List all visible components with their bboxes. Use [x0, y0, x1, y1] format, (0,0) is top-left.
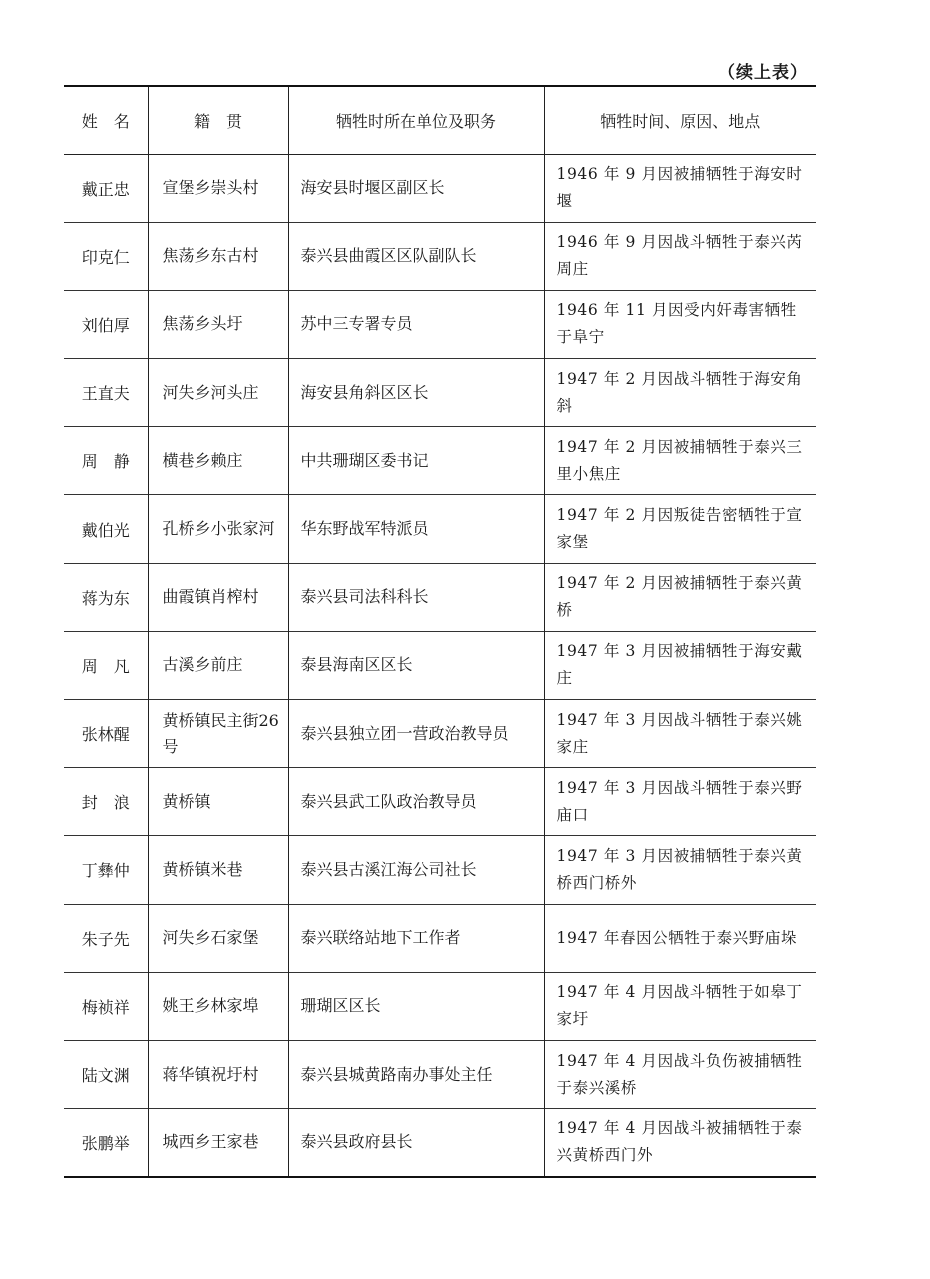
cell-death: 1947 年 2 月因叛徒告密牺牲于宣家堡	[544, 495, 816, 563]
cell-name: 朱子先	[81, 929, 130, 949]
table-row	[64, 836, 816, 904]
cell-death: 1946 年 9 月因战斗牺牲于泰兴芮周庄	[544, 222, 816, 290]
cell-origin: 横巷乡赖庄	[148, 427, 288, 495]
cell-unit: 泰兴县城黄路南办事处主任	[288, 1040, 544, 1108]
cell-origin: 黄桥镇米巷	[148, 836, 288, 904]
cell-name: 张林醒	[81, 725, 130, 745]
cell-name: 刘伯厚	[81, 315, 130, 335]
cell-name: 蒋为东	[81, 588, 130, 608]
cell-origin: 焦荡乡东古村	[148, 222, 288, 290]
cell-death: 1946 年 11 月因受内奸毒害牺牲于阜宁	[544, 290, 816, 358]
table-row	[64, 290, 816, 358]
cell-unit: 泰兴县政府县长	[288, 1109, 544, 1177]
cell-death: 1947 年 4 月因战斗牺牲于如皋丁家圩	[544, 972, 816, 1040]
header-name: 姓 名	[81, 111, 130, 131]
cell-death: 1947 年 3 月因被捕牺牲于泰兴黄桥西门桥外	[544, 836, 816, 904]
table-row	[64, 631, 816, 699]
cell-unit: 海安县时堰区副区长	[288, 154, 544, 222]
cell-death: 1946 年 9 月因被捕牺牲于海安时堰	[544, 154, 816, 222]
cell-name: 张鹏举	[81, 1133, 130, 1153]
cell-death: 1947 年 2 月因被捕牺牲于泰兴黄桥	[544, 563, 816, 631]
cell-name: 周 静	[81, 452, 130, 472]
cell-origin: 焦荡乡头圩	[148, 290, 288, 358]
cell-death: 1947 年 2 月因被捕牺牲于泰兴三里小焦庄	[544, 427, 816, 495]
cell-origin: 河失乡河头庄	[148, 359, 288, 427]
cell-origin: 河失乡石家堡	[148, 904, 288, 972]
cell-origin: 蒋华镇祝圩村	[148, 1040, 288, 1108]
cell-unit: 泰县海南区区长	[288, 631, 544, 699]
cell-name: 戴正忠	[81, 179, 130, 199]
cell-unit: 海安县角斜区区长	[288, 359, 544, 427]
cell-name: 封 浪	[81, 793, 130, 813]
table-row	[64, 1040, 816, 1108]
cell-death: 1947 年 3 月因战斗牺牲于泰兴野庙口	[544, 768, 816, 836]
table-row	[64, 495, 816, 563]
cell-unit: 泰兴县司法科科长	[288, 563, 544, 631]
cell-unit: 中共珊瑚区委书记	[288, 427, 544, 495]
cell-death: 1947 年 2 月因战斗牺牲于海安角斜	[544, 359, 816, 427]
header-death: 牺牲时间、原因、地点	[544, 86, 816, 154]
table-row	[64, 427, 816, 495]
cell-origin: 黄桥镇民主街26号	[148, 700, 288, 768]
cell-origin: 古溪乡前庄	[148, 631, 288, 699]
cell-death: 1947 年 4 月因战斗负伤被捕牺牲于泰兴溪桥	[544, 1040, 816, 1108]
table-row	[64, 359, 816, 427]
table-row	[64, 972, 816, 1040]
table-row	[64, 904, 816, 972]
cell-unit: 泰兴县独立团一营政治教导员	[288, 700, 544, 768]
table-body	[64, 154, 816, 1177]
cell-origin: 曲霞镇肖榨村	[148, 563, 288, 631]
table-row	[64, 768, 816, 836]
cell-origin: 孔桥乡小张家河	[148, 495, 288, 563]
cell-unit: 泰兴县曲霞区区队副队长	[288, 222, 544, 290]
cell-name: 戴伯光	[81, 520, 130, 540]
continued-label: （续上表）	[718, 63, 808, 83]
cell-death: 1947 年春因公牺牲于泰兴野庙垛	[544, 904, 816, 972]
cell-unit: 华东野战军特派员	[288, 495, 544, 563]
cell-name: 王直夫	[81, 384, 130, 404]
cell-unit: 苏中三专署专员	[288, 290, 544, 358]
cell-death: 1947 年 3 月因被捕牺牲于海安戴庄	[544, 631, 816, 699]
cell-death: 1947 年 4 月因战斗被捕牺牲于泰兴黄桥西门外	[544, 1109, 816, 1177]
cell-origin: 城西乡王家巷	[148, 1109, 288, 1177]
cell-name: 陆文渊	[81, 1066, 130, 1086]
cell-unit: 泰兴县武工队政治教导员	[288, 768, 544, 836]
cell-name: 梅祯祥	[81, 997, 130, 1017]
header-origin: 籍 贯	[148, 86, 288, 154]
table-row	[64, 222, 816, 290]
table-row	[64, 700, 816, 768]
table-row	[64, 563, 816, 631]
cell-origin: 黄桥镇	[148, 768, 288, 836]
cell-name: 丁彝仲	[81, 861, 130, 881]
cell-origin: 姚王乡林家埠	[148, 972, 288, 1040]
cell-death: 1947 年 3 月因战斗牺牲于泰兴姚家庄	[544, 700, 816, 768]
cell-name: 周 凡	[81, 656, 130, 676]
table-row	[64, 154, 816, 222]
cell-unit: 泰兴县古溪江海公司社长	[288, 836, 544, 904]
table-row	[64, 1109, 816, 1177]
martyrs-table	[64, 85, 816, 1178]
cell-name: 印克仁	[81, 247, 130, 267]
cell-unit: 泰兴联络站地下工作者	[288, 904, 544, 972]
table-header-row	[64, 86, 816, 154]
header-unit: 牺牲时所在单位及职务	[288, 86, 544, 154]
cell-unit: 珊瑚区区长	[288, 972, 544, 1040]
cell-origin: 宣堡乡崇头村	[148, 154, 288, 222]
